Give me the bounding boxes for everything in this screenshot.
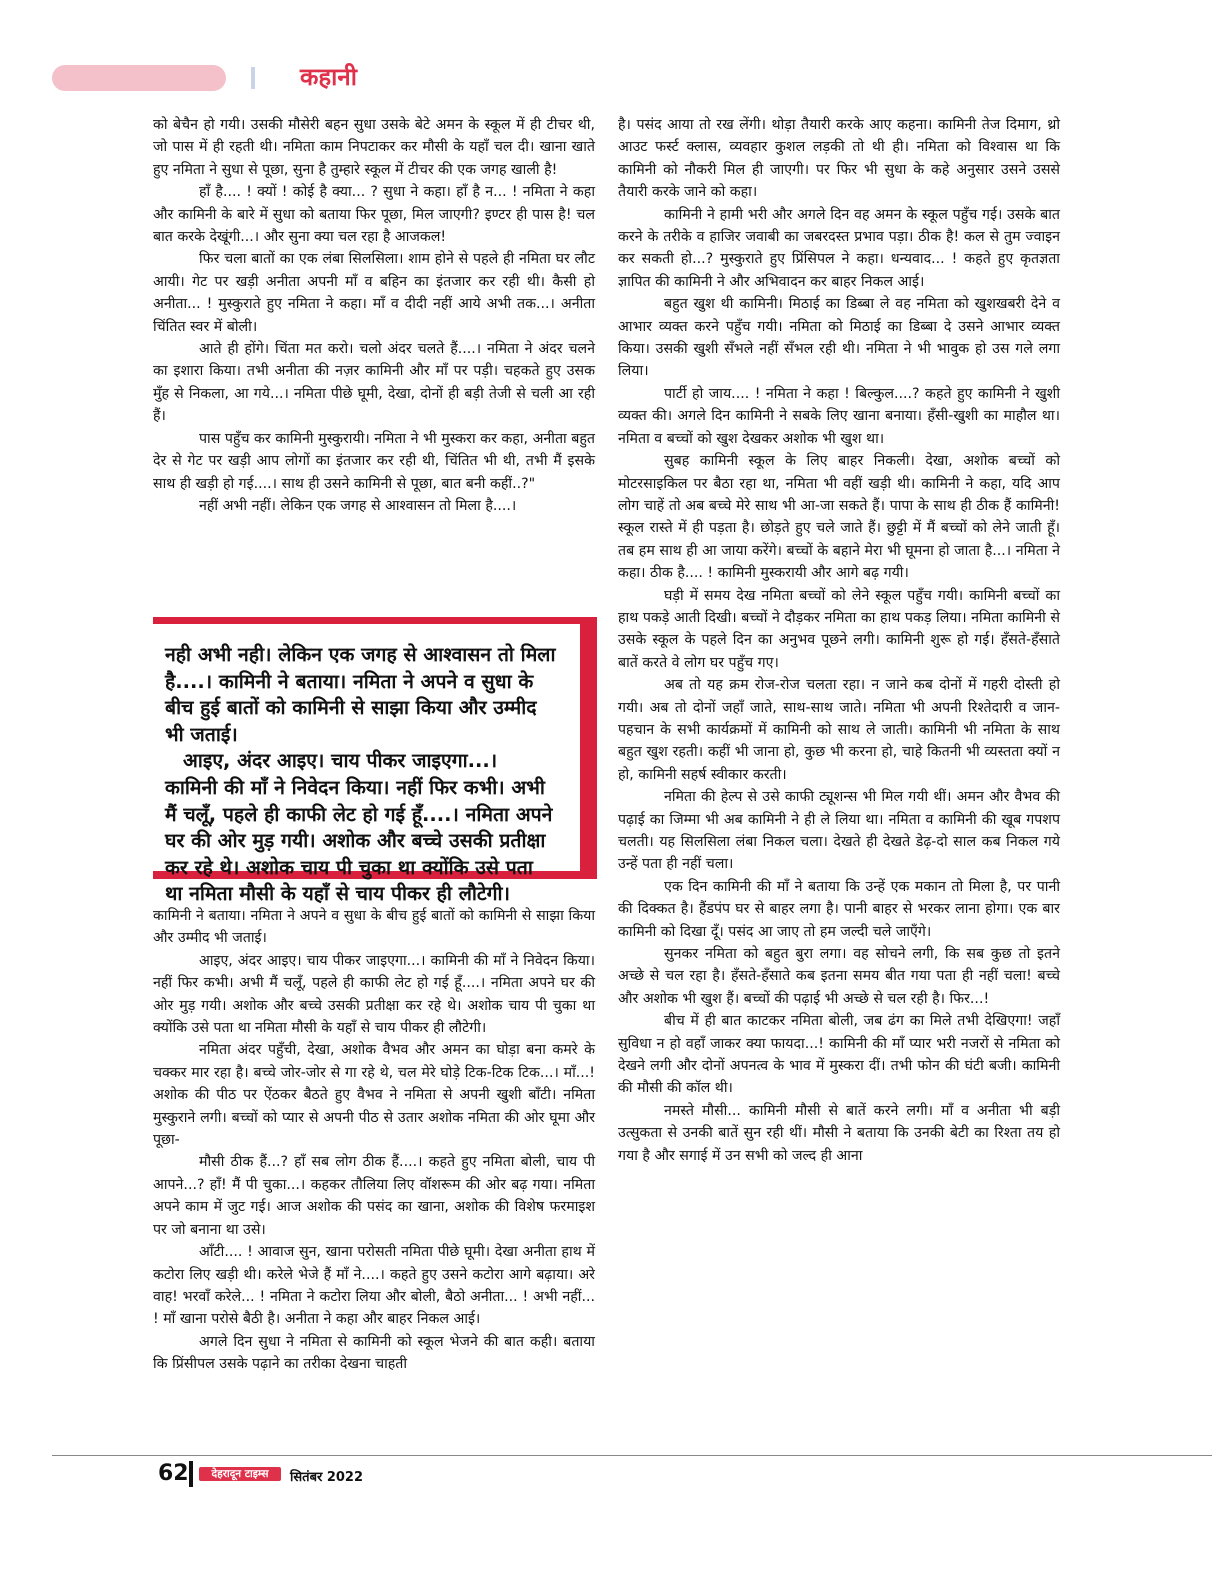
- section-title: कहानी: [300, 63, 357, 91]
- paragraph: पार्टी हो जाय.... ! नमिता ने कहा ! बिल्कुल....? कहते हुए कामिनी ने खुशी व्यक्त की। अगले दिन कामिनी ने सबके लिए खाना बनाया। हँसी-खुशी का माहौल था। नमिता व बच्चों को खुश देखकर अशोक भी खुश था।: [618, 385, 1060, 447]
- paragraph: को बेचैन हो गयी। उसकी मौसेरी बहन सुधा उसके बेटे अमन के स्कूल में ही टीचर थी, जो पास में ही रहती थी। नमिता काम निपटाकर कर मौसी के यहाँ चल दी। खाना खाते हुए नमिता ने सुधा से पूछा, सुना है तुम्हारे स्कूल में टीचर की एक जगह खाली है!: [153, 117, 595, 178]
- paragraph: बहुत खुश थी कामिनी। मिठाई का डिब्बा ले वह नमिता को खुशखबरी देने व आभार व्यक्त करने पहुँच गयी। नमिता को मिठाई का डिब्बा दे उसने आभार व्यक्त किया। उसकी खुशी सँभले नहीं सँभल रही थी। नमिता ने भी भावुक हो उस गले लगा लिया।: [618, 296, 1060, 380]
- paragraph: घड़ी में समय देख नमिता बच्चों को लेने स्कूल पहुँच गयी। कामिनी बच्चों का हाथ पकड़े आती दिखी। बच्चों ने दौड़कर नमिता का हाथ पकड़ लिया। नमिता कामिनी से उसके स्कूल के पहले दिन का अनुभव पूछने लगी। कामिनी शुरू हो गई। हँसते-हँसाते बातें करते वे लोग घर पहुँच गए।: [618, 587, 1060, 671]
- paragraph: आइए, अंदर आइए। चाय पीकर जाइएगा...। कामिनी की माँ ने निवेदन किया। नहीं फिर कभी। अभी मैं चलूँ, पहले ही काफी लेट हो गई हूँ....। नमिता अपने घर की ओर मुड़ गयी। अशोक और बच्चे उसकी प्रतीक्षा कर रहे थे। अशोक चाय पी चुका था क्योंकि उसे पता था नमिता मौसी के यहाँ से चाय पीकर ही लौटेगी।: [153, 952, 595, 1037]
- header-decoration-pill: [52, 65, 226, 91]
- footer-divider: [189, 1461, 193, 1487]
- paragraph: नहीं अभी नहीं। लेकिन एक जगह से आश्वासन तो मिला है....।: [199, 497, 517, 514]
- paragraph: है। पसंद आया तो रख लेंगी। थोड़ा तैयारी करके आए कहना। कामिनी तेज दिमाग, थ्रो आउट फर्स्ट क्लास, व्यवहार कुशल लड़की तो थी ही। नमिता को विश्वास था कि कामिनी को नौकरी मिल ही जाएगी। पर फिर भी सुधा के कहे अनुसार उसने उससे तैयारी करके जाने को कहा।: [618, 117, 1060, 201]
- magazine-logo: देहरादून टाइम्स: [199, 1467, 281, 1481]
- issue-date: सितंबर 2022: [290, 1470, 364, 1485]
- paragraph: अब तो यह क्रम रोज-रोज चलता रहा। न जाने कब दोनों में गहरी दोस्ती हो गयी। अब तो दोनों जहाँ जाते, साथ-साथ जाते। नमिता भी अपनी रिश्तेदारी व जान-पहचान के सभी कार्यक्रमों में कामिनी को साथ ले जाती। कामिनी भी नमिता के साथ बहुत खुश रहती। कहीं भी जाना हो, कुछ भी करना हो, चाहे कितनी भी व्यस्तता क्यों न हो, कामिनी सहर्ष स्वीकार करती।: [618, 677, 1060, 783]
- paragraph: आइए, अंदर आइए। चाय पीकर जाइएगा...। कामिनी की माँ ने निवेदन किया। नहीं फिर कभी। अभी मैं चलूँ, पहले ही काफी लेट हो गई हूँ....। नमिता अपने घर की ओर मुड़ गयी। अशोक और बच्चे उसकी प्रतीक्षा कर रहे थे। अशोक चाय पी चुका था क्योंकि उसे पता था नमिता मौसी के यहाँ से चाय पीकर ही लौटेगी।: [165, 749, 553, 906]
- paragraph: सुबह कामिनी स्कूल के लिए बाहर निकली। देखा, अशोक बच्चों को मोटरसाइकिल पर बैठा रहा था, नमिता भी वहीं खड़ी थी। कामिनी ने कहा, यदि आप लोग चाहें तो अब बच्चे मेरे साथ भी आ-जा सकते हैं। पापा के साथ ही ठीक हैं कामिनी! स्कूल रास्ते में ही पड़ता है। छोड़ते हुए चले जाते हैं। छुट्टी में मैं बच्चों को लेने जाती हूँ। तब हम साथ ही आ जाया करेंगे। बच्चों के बहाने मेरा भी घूमना हो जाता है...। नमिता ने कहा। ठीक है.... ! कामिनी मुस्करायी और आगे बढ़ गयी।: [618, 453, 1060, 582]
- page-number: 62: [158, 1461, 189, 1486]
- paragraph: पास पहुँच कर कामिनी मुस्कुरायी। नमिता ने भी मुस्करा कर कहा, अनीता बहुत देर से गेट पर खड़ी आप लोगों का इंतजार कर रही थी, चिंतित भी थी, तभी मैं इसके साथ ही खड़ी हो गई....। साथ ही उसने कामिनी से पूछा, बात बनी कहीं..?": [153, 430, 595, 492]
- paragraph: बीच में ही बात काटकर नमिता बोली, जब ढंग का मिले तभी देखिएगा! जहाँ सुविधा न हो वहाँ जाकर क्या फायदा...! कामिनी की माँ प्यार भरी नजरों से नमिता को देखने लगी और दोनों अपनत्व के भाव में मुस्करा दीं। तभी फोन की घंटी बजी। कामिनी की मौसी की कॉल थी।: [618, 1013, 1060, 1097]
- pull-quote-box: [153, 617, 597, 906]
- paragraph: नमिता की हेल्प से उसे काफी ट्यूशन्स भी मिल गयी थीं। अमन और वैभव की पढ़ाई का जिम्मा भी अब कामिनी ने ही ले लिया था। नमिता व कामिनी की खूब गपशप चलती। यह सिलसिला लंबा निकल चला। देखते ही देखते डेढ़-दो साल कब निकल गये उन्हें पता ही नहीं चला।: [618, 789, 1060, 873]
- paragraph: अगले दिन सुधा ने नमिता से कामिनी को स्कूल भेजने की बात कही। बताया कि प्रिंसीपल उसके पढ़ाने का तरीका देखना चाहती: [153, 1333, 595, 1373]
- paragraph: नही अभी नही। लेकिन एक जगह से आश्वासन तो मिला है....। कामिनी ने बताया। नमिता ने अपने व सुधा के बीच हुई बातों को कामिनी से साझा किया और उम्मीद भी जताई।: [165, 643, 556, 746]
- left-column-top: [153, 114, 595, 517]
- footer-rule: [52, 1455, 1212, 1456]
- paragraph: हाँ है.... ! क्यों ! कोई है क्या... ? सुधा ने कहा। हाँ है न... ! नमिता ने कहा और कामिनी के बारे में सुधा को बताया फिर पूछा, मिल जाएगी? इण्टर ही पास है! चल बात करके देखूंगी...। और सुना क्या चल रहा है आजकल!: [153, 184, 595, 246]
- paragraph: फिर चला बातों का एक लंबा सिलसिला। शाम होने से पहले ही नमिता घर लौट आयी। गेट पर खड़ी अनीता अपनी माँ व बहिन का इंतजार कर रही थी। कैसी हो अनीता... ! मुस्कुराते हुए नमिता ने कहा। माँ व दीदी नहीं आये अभी तक...। अनीता चिंतित स्वर में बोली।: [153, 251, 595, 335]
- right-column: [618, 114, 1060, 1167]
- paragraph: कामिनी ने हामी भरी और अगले दिन वह अमन के स्कूल पहुँच गई। उसके बात करने के तरीके व हाजिर जवाबी का जबरदस्त प्रभाव पड़ा। ठीक है! कल से तुम ज्वाइन कर सकती हो...? मुस्कुराते हुए प्रिंसिपल ने कहा। धन्यवाद... ! कहते हुए कृतज्ञता ज्ञापित की कामिनी ने और अभिवादन कर बाहर निकल आई।: [618, 206, 1060, 290]
- paragraph: नमस्ते मौसी... कामिनी मौसी से बातें करने लगी। माँ व अनीता भी बड़ी उत्सुकता से उनकी बातें सुन रही थीं। मौसी ने बताया कि उनकी बेटी का रिश्ता तय हो गया है और सगाई में उन सभी को जल्द ही आना: [618, 1102, 1060, 1164]
- paragraph: सुनकर नमिता को बहुत बुरा लगा। वह सोचने लगी, कि सब कुछ तो इतने अच्छे से चल रहा है। हँसते-हँसाते कब इतना समय बीत गया पता ही नहीं चला! बच्चे और अशोक भी खुश हैं। बच्चों की पढ़ाई भी अच्छे से चल रही है। फिर...!: [618, 946, 1060, 1007]
- paragraph: कामिनी ने बताया। नमिता ने अपने व सुधा के बीच हुई बातों को कामिनी से साझा किया और उम्मीद भी जताई।: [153, 908, 595, 947]
- paragraph: नमिता अंदर पहुँची, देखा, अशोक वैभव और अमन का घोड़ा बना कमरे के चक्कर मार रहा है। बच्चे जोर-जोर से गा रहे थे, चल मेरे घोड़े टिक-टिक टिक...। माँ...! अशोक की पीठ पर ऐंठकर बैठते हुए वैभव ने नमिता से अपनी खुशी बाँटी। नमिता मुस्कुराने लगी। बच्चों को प्यार से अपनी पीठ से उतार अशोक नमिता की ओर घूमा और पूछा-: [153, 1042, 595, 1149]
- paragraph: एक दिन कामिनी की माँ ने बताया कि उन्हें एक मकान तो मिला है, पर पानी की दिक्कत है। हैंडपंप घर से बाहर लगा है। पानी बाहर से भरकर लाना होगा। एक बार कामिनी को दिखा दूँ। पसंद आ जाए तो हम जल्दी चले जाएँगे।: [618, 878, 1060, 940]
- paragraph: आते ही होंगे। चिंता मत करो। चलो अंदर चलते हैं....। नमिता ने अंदर चलने का इशारा किया। तभी अनीता की नज़र कामिनी और माँ पर पड़ी। चहकते हुए उसक मुँह से निकला, आ गये...। नमिता पीछे घूमी, देखा, दोनों ही बड़ी तेजी से चली आ रही हैं।: [153, 341, 595, 425]
- header-divider: [251, 67, 255, 89]
- left-column-bottom: [153, 905, 595, 1376]
- paragraph: मौसी ठीक हैं...? हाँ सब लोग ठीक हैं....। कहते हुए नमिता बोली, चाय पी आपने...? हाँ! मैं पी चुका...। कहकर तौलिया लिए वॉशरूम की ओर बढ़ गया। नमिता अपने काम में जुट गई। आज अशोक की पसंद का खाना, अशोक की विशेष फरमाइश पर जो बनाना था उसे।: [153, 1154, 595, 1238]
- pull-quote-text: [153, 624, 580, 908]
- paragraph: आँटी.... ! आवाज सुन, खाना परोसती नमिता पीछे घूमी। देखा अनीता हाथ में कटोरा लिए खड़ी थी। करेले भेजे हैं माँ ने....। कहते हुए उसने कटोरा आगे बढ़ाया। अरे वाह! भरवाँ करेले... ! नमिता ने कटोरा लिया और बोली, बैठो अनीता... ! अभी नहीं... ! माँ खाना परोसे बैठी है। अनीता ने कहा और बाहर निकल आई।: [153, 1244, 595, 1328]
